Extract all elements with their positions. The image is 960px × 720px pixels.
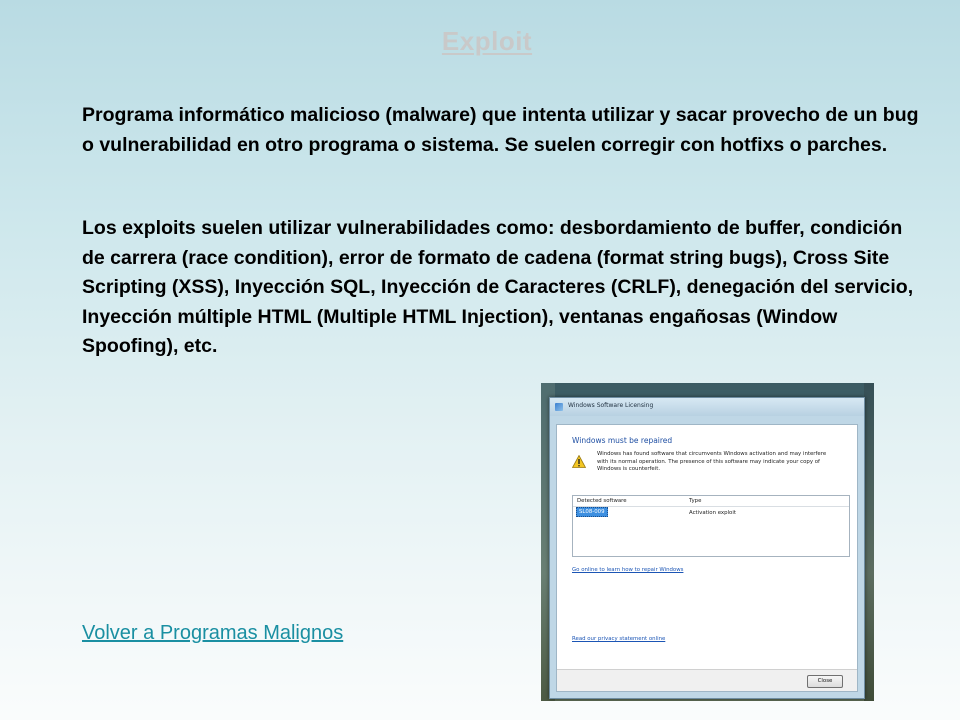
- repair-windows-link[interactable]: Go online to learn how to repair Windows: [572, 567, 684, 573]
- page-title: Exploit: [441, 26, 533, 56]
- privacy-statement-link[interactable]: Read our privacy statement online: [572, 636, 666, 642]
- dialog-body: [556, 424, 858, 692]
- definition-paragraph: Programa informático malicioso (malware) que intenta utilizar y sacar provecho de un bug o vulnerabilidad en otro programa o sistema. Se suelen corregir con hotfixs o parches.: [82, 104, 919, 156]
- row-type-cell: Activation exploit: [689, 510, 736, 516]
- dialog-heading: Windows must be repaired: [572, 436, 673, 445]
- dialog-footer: [557, 669, 857, 691]
- detected-software-table: [572, 495, 850, 557]
- dialog-titlebar: [550, 398, 864, 416]
- desktop-background-right: [864, 383, 874, 701]
- dialog-message: Windows has found software that circumvents Windows activation and may interfere with its normal operation. The presence of this software may indicate your copy of Windows is counterfeit.: [597, 451, 827, 473]
- windows-icon: [555, 403, 563, 411]
- close-button[interactable]: Close: [807, 675, 843, 688]
- back-to-malware-link[interactable]: Volver a Programas Malignos: [82, 622, 344, 644]
- table-row[interactable]: [576, 509, 608, 515]
- licensing-dialog: [549, 397, 865, 699]
- windows-licensing-screenshot: [541, 383, 874, 701]
- vulnerabilities-paragraph: Los exploits suelen utilizar vulnerabilidades como: desbordamiento de buffer, condición de carrera (race condition), error de formato de cadena (format string bugs), Cross Site Scripting (XSS), Inyección SQL, Inyección de Caracteres (CRLF), denegación del servicio, Inyección múltiple HTML (Multiple HTML Injection), ventanas engañosas (Window Spoofing), etc.: [82, 217, 914, 357]
- dialog-title: Windows Software Licensing: [568, 402, 654, 409]
- column-header-software: Detected software: [577, 498, 627, 504]
- column-header-type: Type: [689, 498, 702, 504]
- row-software-cell: SL08-009: [576, 507, 608, 517]
- header-divider: [573, 506, 849, 507]
- warning-icon: [572, 455, 586, 468]
